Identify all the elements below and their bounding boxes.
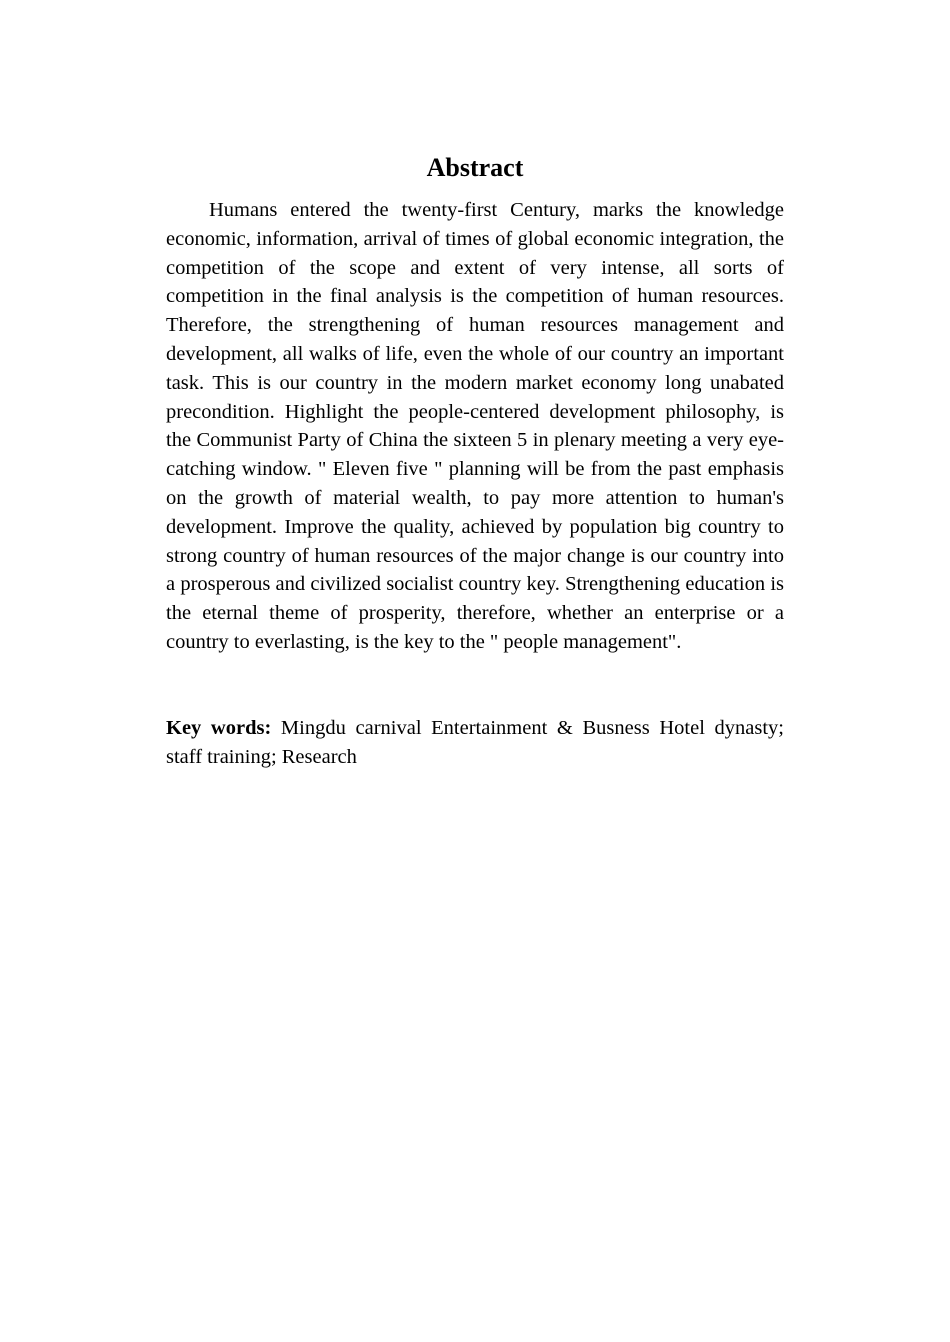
keywords-text: Mingdu carnival Entertainment & Busness Hotel dynasty; staff training; Research <box>166 716 784 768</box>
abstract-section <box>166 150 784 771</box>
abstract-title: Abstract <box>426 153 524 182</box>
keywords-line <box>166 714 784 772</box>
keywords-label: Key words: <box>166 716 272 739</box>
abstract-paragraph: Humans entered the twenty-first Century, marks the knowledge economic, information, arrival of times of global economic integration, the competition of the scope and extent of very intense, all sorts of competition in the final analysis is the competition of human resources. Therefore, the strengthening of human resources management and development, all walks of life, even the whole of our country an important task. This is our country in the modern market economy long unabated precondition. Highlight the people-centered development philosophy, is the Communist Party of China the sixteen 5 in plenary meeting a very eye-catching window. " Eleven five " planning will be from the past emphasis on the growth of material wealth, to pay more attention to human's development. Improve the quality, achieved by population big country to strong country of human resources of the major change is our country into a prosperous and civilized socialist country key. Strengthening education is the eternal theme of prosperity, therefore, whether an enterprise or a country to everlasting, is the key to the " people management". <box>166 199 784 653</box>
